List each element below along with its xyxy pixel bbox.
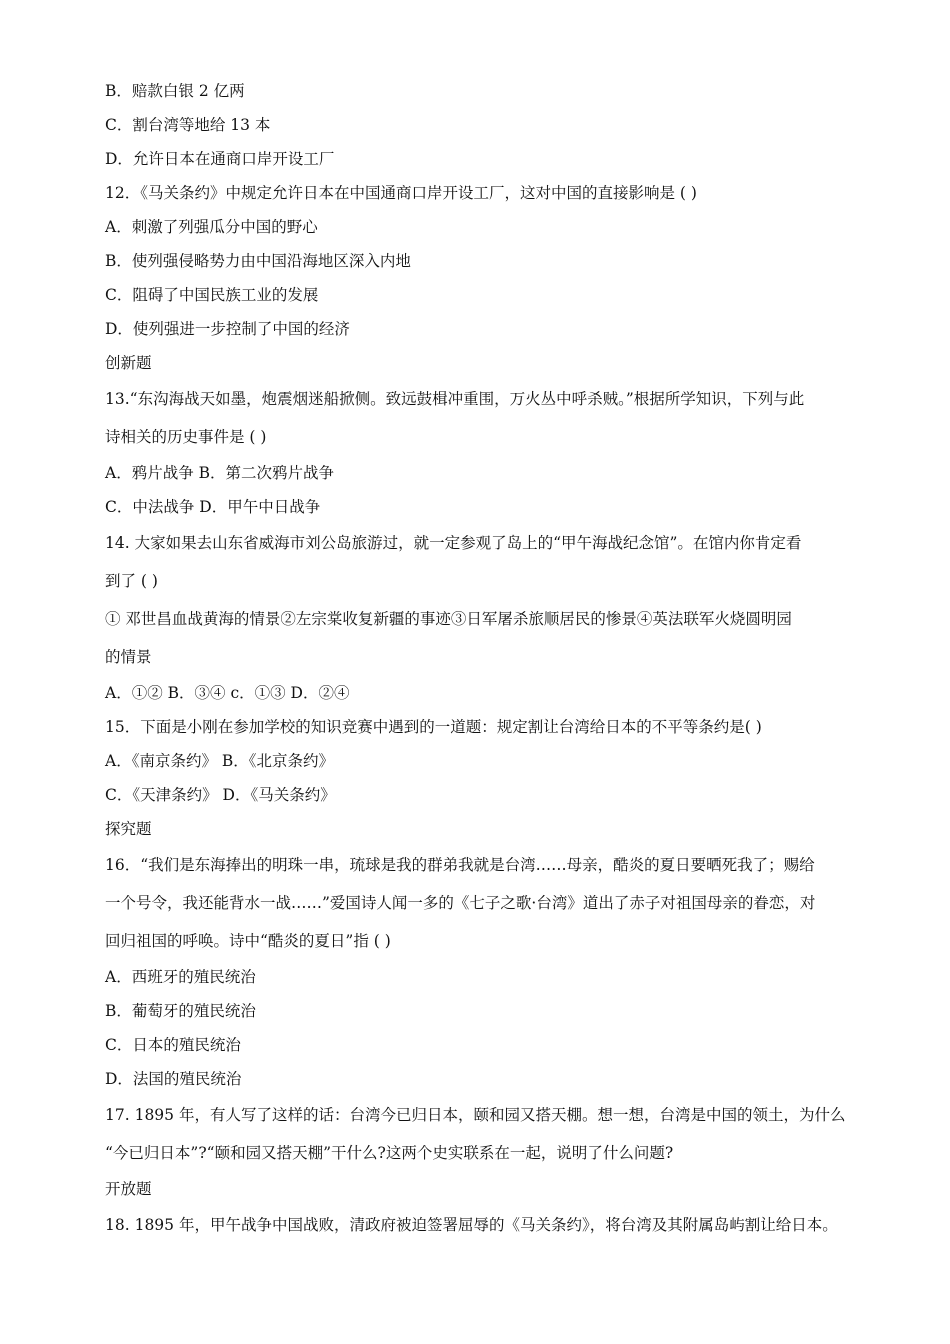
option-13-ab: A．鸦片战争 B．第二次鸦片战争: [105, 464, 335, 482]
question-13-line-2: 诗相关的历史事件是 ( ): [105, 428, 267, 446]
question-17-line-2: “今已归日本”?“颐和园又搭天棚”干什么?这两个史实联系在一起，说明了什么问题?: [105, 1144, 674, 1162]
option-11-b: B．赔款白银 2 亿两: [105, 82, 245, 100]
section-heading-open: 开放题: [105, 1180, 152, 1198]
option-15-cd: C．《天津条约》 D．《马关条约》: [105, 786, 336, 804]
question-13-line-1: 13.“东沟海战天如墨，炮震烟迷船掀侧。致远鼓楫冲重围，万火丛中呼杀贼。”根据所学知识，下列与此: [105, 390, 805, 408]
section-heading-inquiry: 探究题: [105, 820, 152, 838]
option-11-d: D．允许日本在通商口岸开设工厂: [105, 150, 335, 168]
option-16-a: A．西班牙的殖民统治: [105, 968, 256, 986]
question-14-line-2: 到了 ( ): [105, 572, 158, 590]
question-16-line-1: 16．“我们是东海捧出的明珠一串，琉球是我的群弟我就是台湾……母亲，酷炎的夏日要晒死我了；赐给: [105, 856, 815, 874]
section-heading-innovation: 创新题: [105, 354, 152, 372]
document-page: [105, 74, 865, 1244]
question-18-line-1: 18. 1895 年，甲午战争中国战败，清政府被迫签署屈辱的《马关条约》，将台湾及其附属岛屿割让给日本。: [105, 1216, 838, 1234]
question-12: 12．《马关条约》中规定允许日本在中国通商口岸开设工厂，这对中国的直接影响是 ( ): [105, 184, 697, 202]
option-14-all: A．①② B．③④ c．①③ D．②④: [105, 684, 350, 702]
question-14-items-line-2: 的情景: [105, 648, 152, 666]
option-13-cd: C．中法战争 D．甲午中日战争: [105, 498, 321, 516]
option-12-c: C．阻碍了中国民族工业的发展: [105, 286, 319, 304]
question-16-line-3: 回归祖国的呼唤。诗中“酷炎的夏日”指 ( ): [105, 932, 391, 950]
option-12-d: D．使列强进一步控制了中国的经济: [105, 320, 350, 338]
question-15: 15．下面是小刚在参加学校的知识竞赛中遇到的一道题：规定割让台湾给日本的不平等条约是( ): [105, 718, 762, 736]
question-17-line-1: 17. 1895 年，有人写了这样的话：台湾今已归日本，颐和园又搭天棚。想一想，台湾是中国的领土，为什么: [105, 1106, 846, 1124]
option-15-ab: A．《南京条约》 B．《北京条约》: [105, 752, 335, 770]
option-16-b: B．葡萄牙的殖民统治: [105, 1002, 256, 1020]
option-12-b: B．使列强侵略势力由中国沿海地区深入内地: [105, 252, 411, 270]
option-11-c: C．割台湾等地给 13 本: [105, 116, 271, 134]
question-14-items-line-1: ① 邓世昌血战黄海的情景②左宗棠收复新疆的事迹③日军屠杀旅顺居民的惨景④英法联军火烧圆明园: [105, 610, 792, 628]
option-12-a: A．刺激了列强瓜分中国的野心: [105, 218, 318, 236]
question-16-line-2: 一个号令，我还能背水一战……”爱国诗人闻一多的《七子之歌·台湾》道出了赤子对祖国母亲的眷恋，对: [105, 894, 816, 912]
question-14-line-1: 14. 大家如果去山东省威海市刘公岛旅游过，就一定参观了岛上的“甲午海战纪念馆”。在馆内你肯定看: [105, 534, 802, 552]
option-16-c: C．日本的殖民统治: [105, 1036, 241, 1054]
option-16-d: D．法国的殖民统治: [105, 1070, 242, 1088]
